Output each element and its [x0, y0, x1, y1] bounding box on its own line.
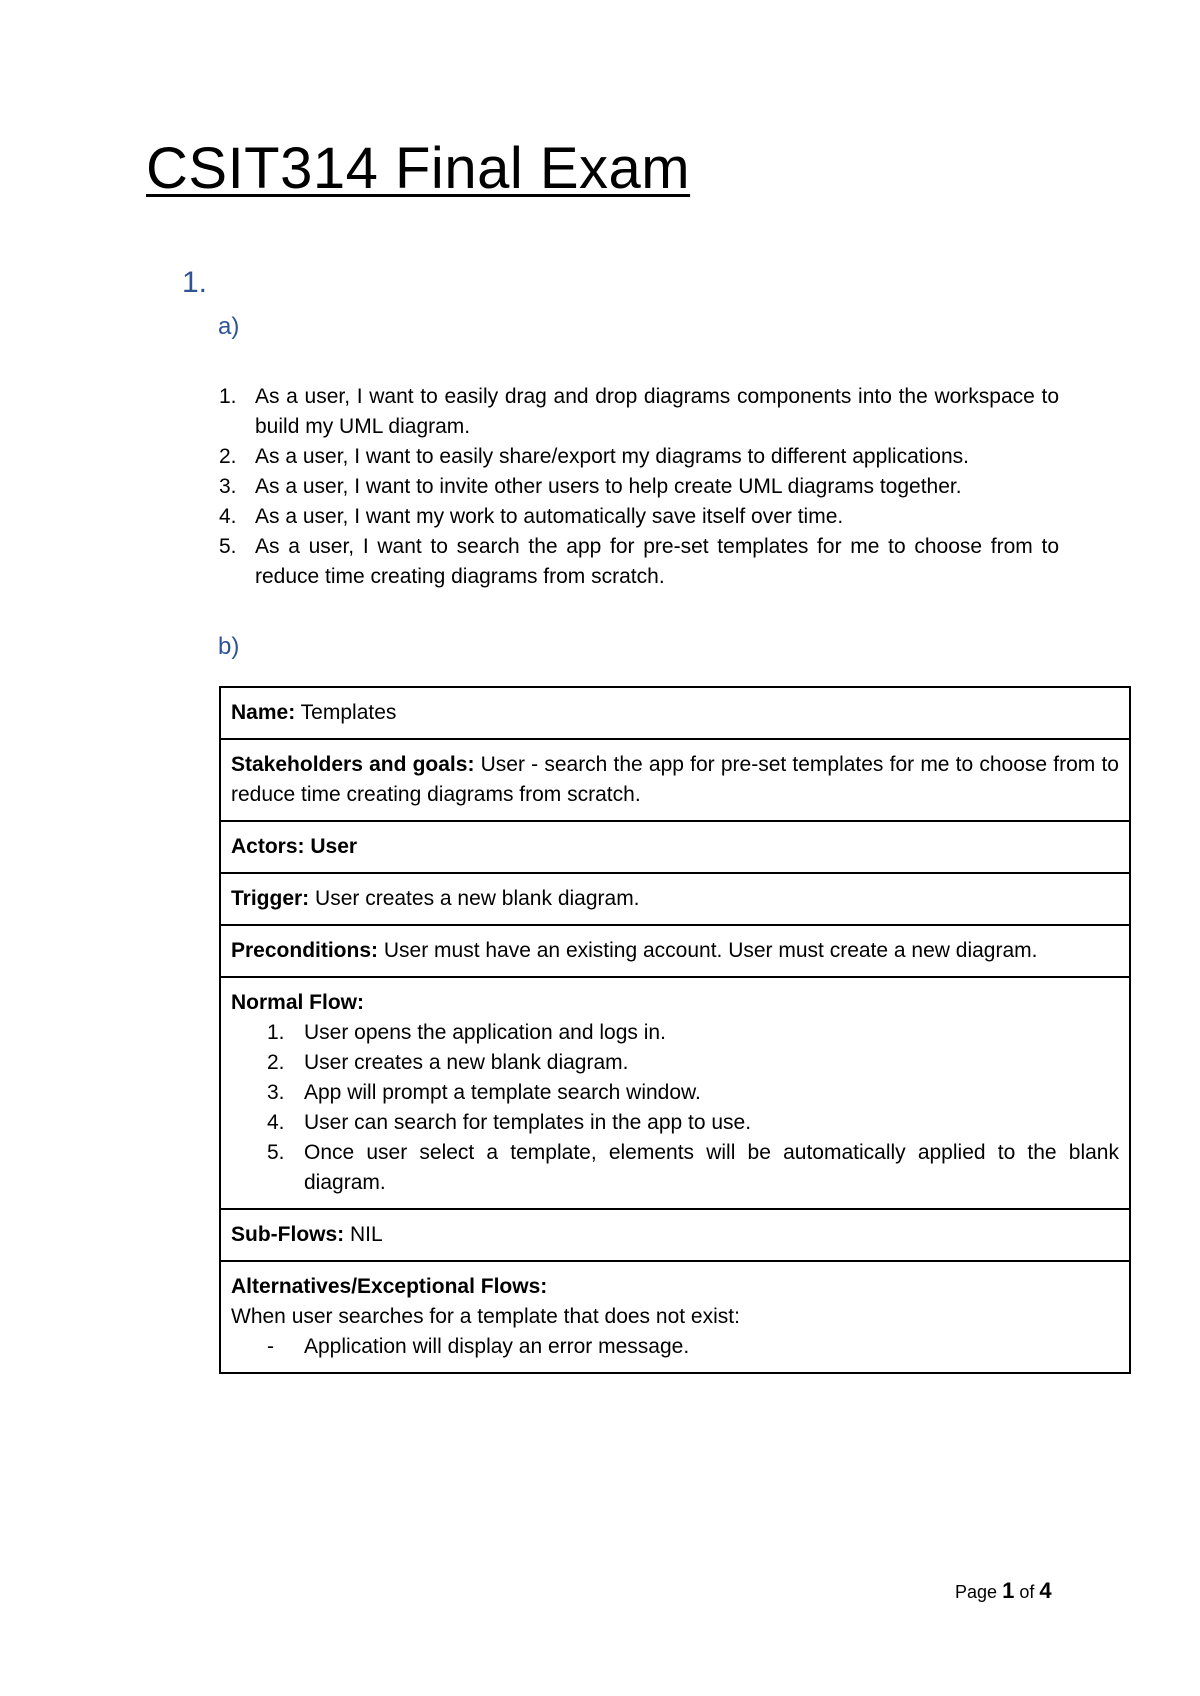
table-row: [220, 1209, 1130, 1261]
list-text: As a user, I want to search the app for pre-set templates for me to choose from to reduce time creating diagrams from scratch.: [255, 535, 1059, 588]
list-number: 5.: [267, 1141, 285, 1164]
table-row: [220, 739, 1130, 821]
list-text: User opens the application and logs in.: [304, 1021, 666, 1044]
part-a-label: a): [218, 313, 240, 340]
list-text: User can search for templates in the app to use.: [304, 1111, 752, 1134]
of-word: of: [1019, 1582, 1035, 1602]
name-value: Templates: [300, 701, 397, 724]
name-label: Name:: [231, 701, 296, 724]
table-row: [220, 925, 1130, 977]
list-number: 2.: [219, 445, 237, 468]
page-word: Page: [955, 1582, 998, 1602]
list-item: [219, 502, 1059, 532]
list-text: As a user, I want to invite other users to help create UML diagrams together.: [255, 475, 962, 498]
stakeholders-label: Stakeholders and goals:: [231, 753, 475, 776]
preconditions-cell: [220, 925, 1130, 977]
stakeholders-value: User - search the app for pre-set templates for me to choose from to reduce time creating diagrams from scratch.: [231, 753, 1119, 806]
trigger-cell: [220, 873, 1130, 925]
subflows-value: NIL: [350, 1223, 383, 1246]
list-item: [219, 442, 1059, 472]
table-row: [220, 821, 1130, 873]
page-total: 4: [1039, 1578, 1052, 1603]
use-case-table: [219, 686, 1131, 1374]
list-bullet: -: [267, 1335, 274, 1358]
list-number: 1.: [219, 385, 237, 408]
alternative-flows-condition: When user searches for a template that does not exist:: [231, 1305, 740, 1328]
list-item: [231, 1332, 1119, 1362]
list-text: Once user select a template, elements will be automatically applied to the blank diagram.: [304, 1141, 1119, 1194]
trigger-value: User creates a new blank diagram.: [315, 887, 640, 910]
list-number: 4.: [219, 505, 237, 528]
list-number: 3.: [219, 475, 237, 498]
alternative-flows-list: [231, 1332, 1119, 1362]
trigger-label: Trigger:: [231, 887, 310, 910]
subflows-label: Sub-Flows:: [231, 1223, 345, 1246]
list-item: [219, 382, 1059, 442]
list-item: [231, 1078, 1119, 1108]
name-cell: [220, 687, 1130, 739]
page-footer: [955, 1578, 1052, 1604]
normal-flow-label: Normal Flow:: [231, 991, 365, 1014]
user-stories-list: [219, 382, 1059, 592]
stakeholders-cell: [220, 739, 1130, 821]
list-item: [231, 1138, 1119, 1198]
list-number: 2.: [267, 1051, 285, 1074]
subflows-cell: [220, 1209, 1130, 1261]
list-text: App will prompt a template search window.: [304, 1081, 701, 1104]
preconditions-label: Preconditions:: [231, 939, 379, 962]
actors-cell: [220, 821, 1130, 873]
list-item: [231, 1048, 1119, 1078]
list-number: 5.: [219, 535, 237, 558]
list-text: As a user, I want to easily drag and drop diagrams components into the workspace to build my UML diagram.: [255, 385, 1059, 438]
list-item: [219, 532, 1059, 592]
part-b-label: b): [218, 633, 240, 660]
list-text: As a user, I want my work to automatically save itself over time.: [255, 505, 844, 528]
alternative-flows-cell: [220, 1261, 1130, 1373]
normal-flow-cell: [220, 977, 1130, 1209]
table-row: [220, 977, 1130, 1209]
list-text: As a user, I want to easily share/export my diagrams to different applications.: [255, 445, 969, 468]
table-row: [220, 1261, 1130, 1373]
page-current: 1: [1002, 1578, 1015, 1603]
list-item: [219, 472, 1059, 502]
actors-label: Actors: User: [231, 835, 358, 858]
table-row: [220, 687, 1130, 739]
list-text: Application will display an error message.: [304, 1335, 690, 1358]
list-text: User creates a new blank diagram.: [304, 1051, 629, 1074]
preconditions-value: User must have an existing account. User must create a new diagram.: [383, 939, 1038, 962]
normal-flow-list: [231, 1018, 1119, 1198]
list-item: [231, 1108, 1119, 1138]
table-row: [220, 873, 1130, 925]
list-number: 3.: [267, 1081, 285, 1104]
document-title: CSIT314 Final Exam: [146, 136, 691, 201]
list-number: 1.: [267, 1021, 285, 1044]
question-number: 1.: [182, 266, 208, 299]
list-item: [231, 1018, 1119, 1048]
list-number: 4.: [267, 1111, 285, 1134]
alternative-flows-label: Alternatives/Exceptional Flows:: [231, 1275, 548, 1298]
